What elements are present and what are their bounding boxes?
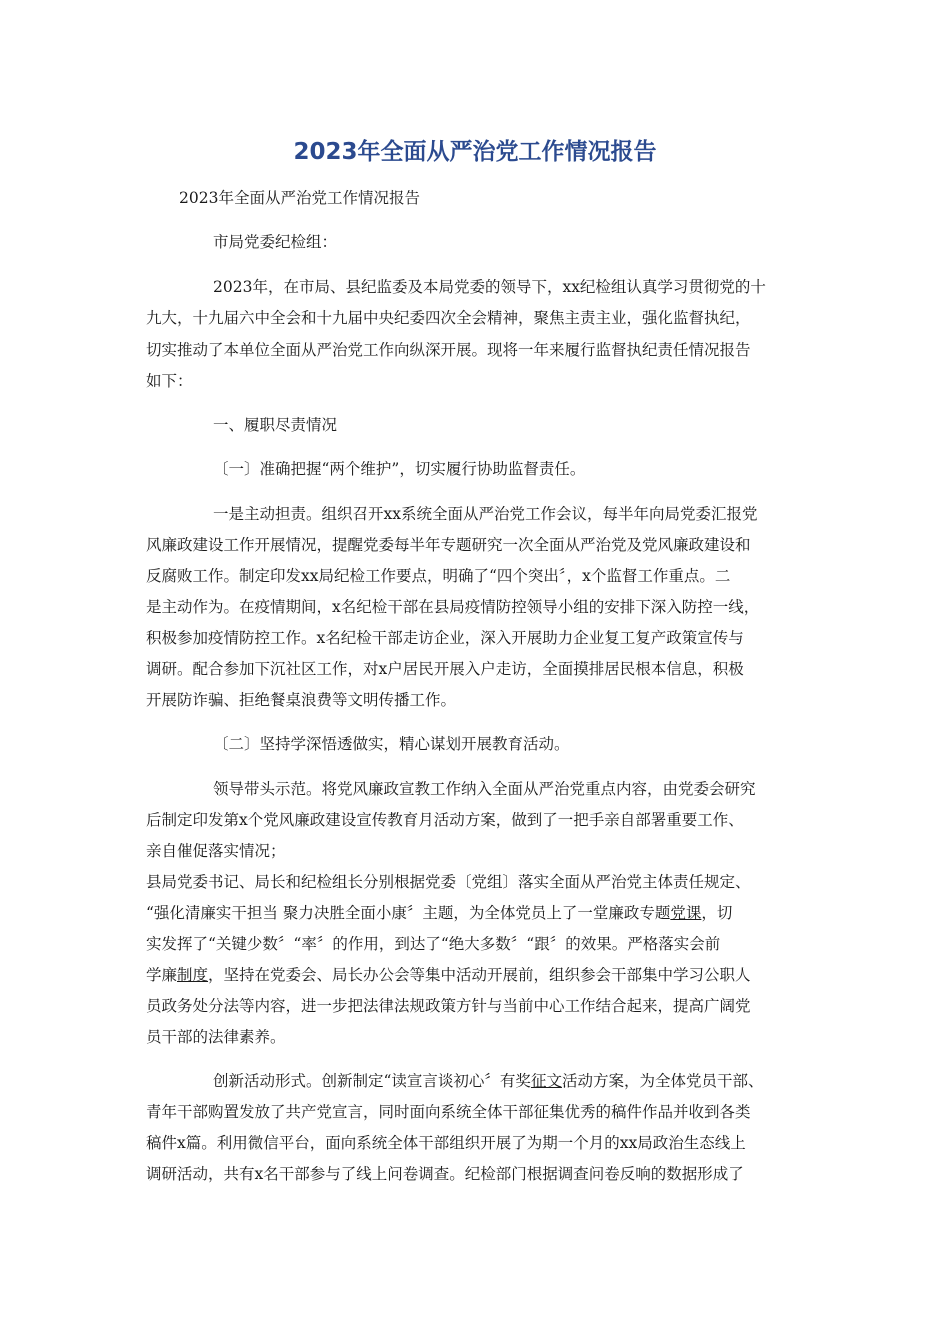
- text-run: 活动方案，为全体党员干部、: [561, 1072, 764, 1090]
- underlined-term: 制度: [177, 966, 209, 984]
- paragraph-line: 后制定印发第x个党风廉政建设宣传教育月活动方案，做到了一把手亲自部署重要工作、: [146, 811, 744, 829]
- paragraph-line: [213, 1070, 763, 1092]
- paragraph-line: [146, 902, 732, 924]
- paragraph-line: 积极参加疫情防控工作。x名纪检干部走访企业，深入开展助力企业复工复产政策宣传与: [146, 629, 744, 647]
- underlined-term: 党课: [670, 904, 702, 922]
- paragraph-line: 调研活动，共有x名干部参与了线上问卷调查。纪检部门根据调查问卷反响的数据形成了: [146, 1165, 744, 1183]
- paragraph-line: 2023年，在市局、县纪监委及本局党委的领导下，xx纪检组认真学习贯彻党的十: [213, 278, 766, 296]
- paragraph-line: [146, 964, 751, 986]
- paragraph-line: 风廉政建设工作开展情况，提醒党委每半年专题研究一次全面从严治党及党风廉政建设和: [146, 536, 751, 554]
- paragraph-line: 县局党委书记、局长和纪检组长分别根据党委〔党组〕落实全面从严治党主体责任规定、: [146, 873, 751, 891]
- paragraph-line: 是主动作为。在疫情期间，x名纪检干部在县局疫情防控领导小组的安排下深入防控一线，: [146, 598, 760, 616]
- paragraph-line: 如下：: [146, 372, 193, 390]
- subtitle-line: 2023年全面从严治党工作情况报告: [179, 189, 420, 207]
- salutation-line: 市局党委纪检组：: [213, 233, 338, 251]
- paragraph-line: 青年干部购置发放了共产党宣言，同时面向系统全体干部征集优秀的稿件作品并收到各类: [146, 1103, 751, 1121]
- section-heading: 一、履职尽责情况: [213, 416, 338, 434]
- text-run: 创新活动形式。创新制定“读宣言谈初心〞有奖: [213, 1072, 531, 1090]
- paragraph-line: 员干部的法律素养。: [146, 1028, 286, 1046]
- subsection-heading: 〔二〕坚持学深悟透做实，精心谋划开展教育活动。: [213, 735, 570, 753]
- subsection-heading: 〔一〕准确把握“两个维护”，切实履行协助监督责任。: [213, 460, 586, 478]
- paragraph-line: 九大，十九届六中全会和十九届中央纪委四次全会精神，聚焦主责主业，强化监督执纪，: [146, 309, 751, 327]
- text-run: ，坚持在党委会、局长办公会等集中活动开展前，组织参会干部集中学习公职人: [208, 966, 751, 984]
- text-run: ，切: [701, 904, 733, 922]
- paragraph-line: 亲自催促落实情况；: [146, 842, 286, 860]
- paragraph-line: 员政务处分法等内容，进一步把法律法规政策方针与当前中心工作结合起来，提高广阔党: [146, 997, 751, 1015]
- paragraph-line: 一是主动担责。组织召开xx系统全面从严治党工作会议，每半年向局党委汇报党: [213, 505, 758, 523]
- text-run: “强化清廉实干担当 聚力决胜全面小康〞主题，为全体党员上了一堂廉政专题: [146, 904, 671, 922]
- paragraph-line: 开展防诈骗、拒绝餐桌浪费等文明传播工作。: [146, 691, 457, 709]
- paragraph-line: 实发挥了“关键少数〞“率〞的作用，到达了“绝大多数〞“跟〞的效果。严格落实会前: [146, 935, 721, 953]
- document-title: 2023年全面从严治党工作情况报告: [293, 139, 657, 165]
- paragraph-line: 调研。配合参加下沉社区工作，对x户居民开展入户走访，全面摸排居民根本信息，积极: [146, 660, 744, 678]
- paragraph-line: 稿件x篇。利用微信平台，面向系统全体干部组织开展了为期一个月的xx局政治生态线上: [146, 1134, 746, 1152]
- paragraph-line: 领导带头示范。将党风廉政宣教工作纳入全面从严治党重点内容，由党委会研究: [213, 780, 756, 798]
- paragraph-line: 反腐败工作。制定印发xx局纪检工作要点，明确了“四个突出〞，x个监督工作重点。二: [146, 567, 731, 585]
- text-run: 学廉: [146, 966, 178, 984]
- paragraph-line: 切实推动了本单位全面从严治党工作向纵深开展。现将一年来履行监督执纪责任情况报告: [146, 341, 751, 359]
- underlined-term: 征文: [530, 1072, 562, 1090]
